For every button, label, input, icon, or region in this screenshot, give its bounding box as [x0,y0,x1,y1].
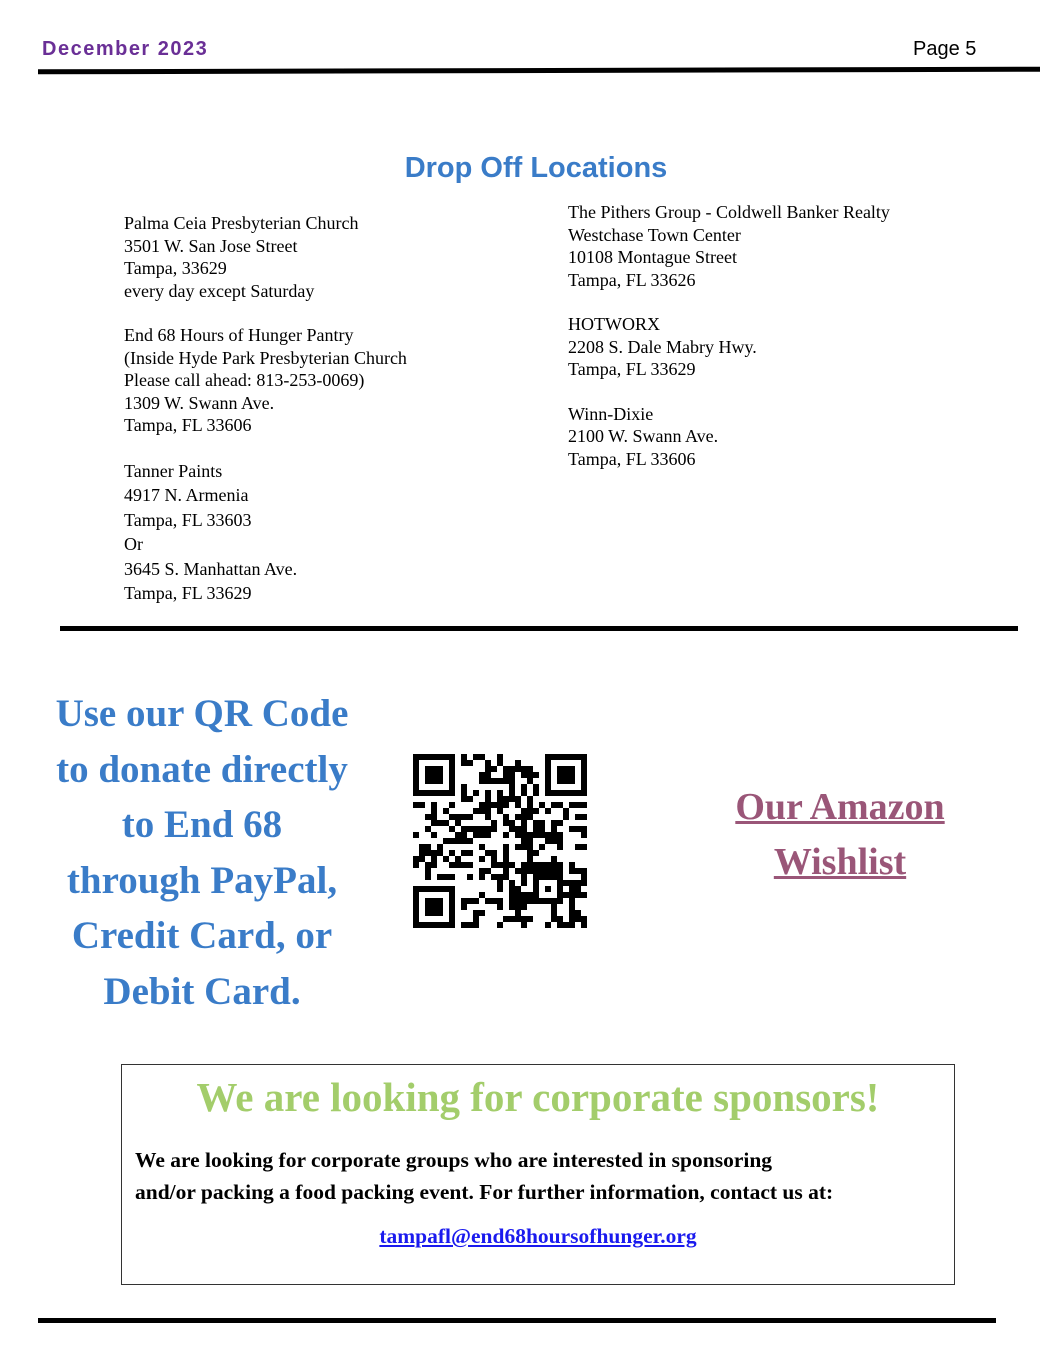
amazon-wishlist-line: Wishlist [773,841,907,883]
location-line: 2208 S. Dale Mabry Hwy. [568,336,757,357]
location-line: Tanner Paints [124,460,223,481]
location-line: Tampa, FL 33606 [568,448,696,469]
location-line: 3501 W. San Jose Street [124,235,298,256]
location-line: Tampa, FL 33629 [568,359,696,379]
sponsor-body [135,1144,945,1208]
location-line: Winn-Dixie [568,403,654,424]
location-line: Please call ahead: 813-253-0069) [124,370,365,390]
location-line: End 68 Hours of Hunger Pantry [124,325,354,345]
section-divider [60,626,1018,631]
location-end68-pantry [124,324,544,437]
location-line: 3645 S. Manhattan Ave. [124,558,298,579]
drop-off-left-column [124,212,544,628]
location-line: Tampa, FL 33603 [124,509,252,530]
location-line: (Inside Hyde Park Presbyterian Church [124,347,407,368]
page-number: Page 5 [913,38,977,60]
location-line: 2100 W. Swann Ave. [568,426,719,446]
header-divider [38,67,1040,75]
donate-qr-text [28,686,376,1019]
donate-line: Use our QR Code [55,692,349,735]
drop-off-title: Drop Off Locations [404,152,668,184]
donate-line: to donate directly [56,747,348,791]
donate-line: through PayPal, [66,858,338,902]
location-line: The Pithers Group - Coldwell Banker Realty [568,202,890,222]
location-line: 1309 W. Swann Ave. [124,392,275,413]
donate-line: to End 68 [121,803,283,846]
location-line: Palma Ceia Presbyterian Church [124,213,359,233]
location-pithers-group [568,201,1008,291]
location-hotworx [568,313,1008,381]
location-line: Tampa, FL 33629 [124,583,252,603]
location-line: Westchase Town Center [568,224,741,245]
location-line: Tampa, 33629 [124,258,227,278]
location-line: 4917 N. Armenia [124,485,249,505]
sponsor-box [121,1064,955,1285]
sponsor-body-line: We are looking for corporate groups who are interested in sponsoring [135,1148,773,1172]
location-line: Or [124,534,143,554]
qr-code-icon[interactable] [413,754,587,928]
sponsor-title: We are looking for corporate sponsors! [196,1074,880,1120]
amazon-wishlist-line: Our Amazon [735,786,945,828]
footer-divider [38,1318,996,1323]
contact-email-link[interactable]: tampafl@end68hoursofhunger.org [379,1224,697,1248]
location-line: HOTWORX [568,314,660,334]
drop-off-right-column [568,201,1008,492]
location-line: every day except Saturday [124,280,315,301]
amazon-wishlist-link[interactable] [690,780,990,890]
location-line: Tampa, FL 33626 [568,269,696,290]
newsletter-date: December 2023 [42,38,209,60]
location-line: Tampa, FL 33606 [124,415,252,435]
location-tanner-paints [124,459,544,606]
location-line: 10108 Montague Street [568,247,737,267]
sponsor-body-line: and/or packing a food packing event. For further information, contact us at: [135,1180,834,1204]
location-winn-dixie [568,403,1008,471]
donate-line: Debit Card. [103,969,301,1013]
donate-line: Credit Card, or [71,914,333,957]
location-palma-ceia [124,212,544,302]
